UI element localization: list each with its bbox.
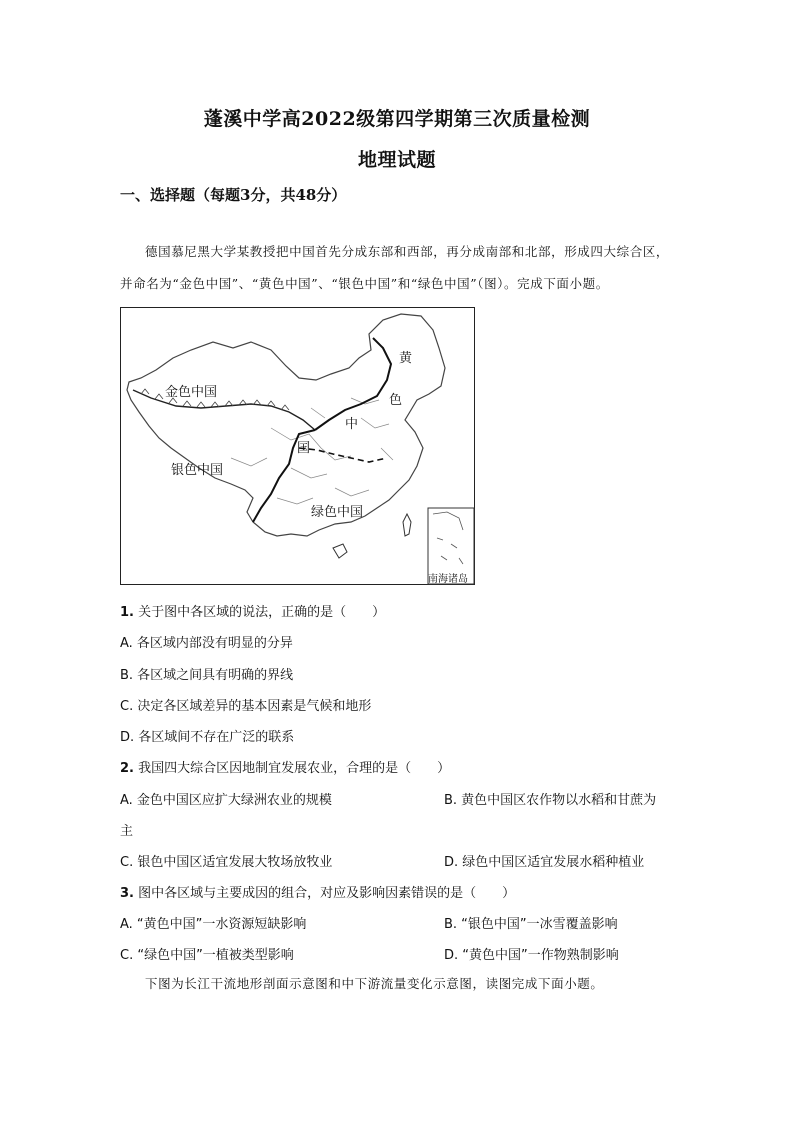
china-regions-map [120,307,475,585]
q2-option-b: B. 黄色中国区农作物以水稻和甘蔗为 [444,793,657,808]
page-title: 蓬溪中学高2022级第四学期第三次质量检测 [203,108,591,130]
question-3-stem [120,882,515,901]
q1-option-a: A. 各区域内部没有明显的分异 [120,636,293,651]
taiwan-island [403,514,411,536]
outro-paragraph: 下图为长江干流地形剖面示意图和中下游流量变化示意图，读图完成下面小题。 [145,976,604,991]
q2-option-c: C. 银色中国区适宜发展大牧场放牧业 [120,855,333,870]
map-label-green: 绿色中国 [311,505,364,520]
hainan-island [333,544,347,558]
section-heading: 一、选择题（每题3分，共48分） [120,186,347,204]
question-2-stem [120,757,450,776]
china-outline [127,314,445,536]
question-3-number: 3. [120,886,134,901]
q3-option-d: D. “黄色中国”一作物熟制影响 [444,948,619,963]
inset-box [428,508,474,584]
question-2-text: 我国四大综合区因地制宜发展农业，合理的是（ ） [138,761,451,776]
map-label-yellow-1: 黄 [399,351,413,366]
map-label-silver: 银色中国 [171,463,224,478]
q3-option-b: B. “银色中国”一冰雪覆盖影响 [444,917,618,932]
yellow-green-boundary [299,448,387,462]
map-label-gold: 金色中国 [165,385,218,400]
question-1-stem [120,601,385,620]
question-3-text: 图中各区域与主要成因的组合，对应及影响因素错误的是（ ） [138,886,516,901]
intro-paragraph: 德国慕尼黑大学某教授把中国首先分成东部和西部，再分成南部和北部，形成四大综合区，并命名为“金色中国”、“黄色中国”、“银色中国”和“绿色中国”（图）。完成下面小题。 [120,244,670,291]
q2-option-d: D. 绿色中国区适宜发展水稻种植业 [444,855,645,870]
page-subtitle: 地理试题 [357,149,436,171]
question-2-number: 2. [120,761,134,776]
q2-option-b-continued: 主 [120,824,134,839]
question-1-text: 关于图中各区域的说法，正确的是（ ） [138,605,386,620]
q1-option-c: C. 决定各区域差异的基本因素是气候和地形 [120,699,372,714]
q1-option-b: B. 各区域之间具有明确的界线 [120,668,294,683]
map-label-yellow-4: 国 [297,441,311,456]
q3-option-c: C. “绿色中国”一植被类型影响 [120,948,294,963]
map-label-yellow-2: 色 [389,393,403,408]
q3-option-a: A. “黄色中国”一水资源短缺影响 [120,917,307,932]
q1-option-d: D. 各区域间不存在广泛的联系 [120,730,295,745]
map-label-yellow-3: 中 [345,417,359,432]
question-1-number: 1. [120,605,134,620]
map-label-inset: 南海诸岛 [428,574,468,585]
q2-option-a: A. 金色中国区应扩大绿洲农业的规模 [120,793,332,808]
